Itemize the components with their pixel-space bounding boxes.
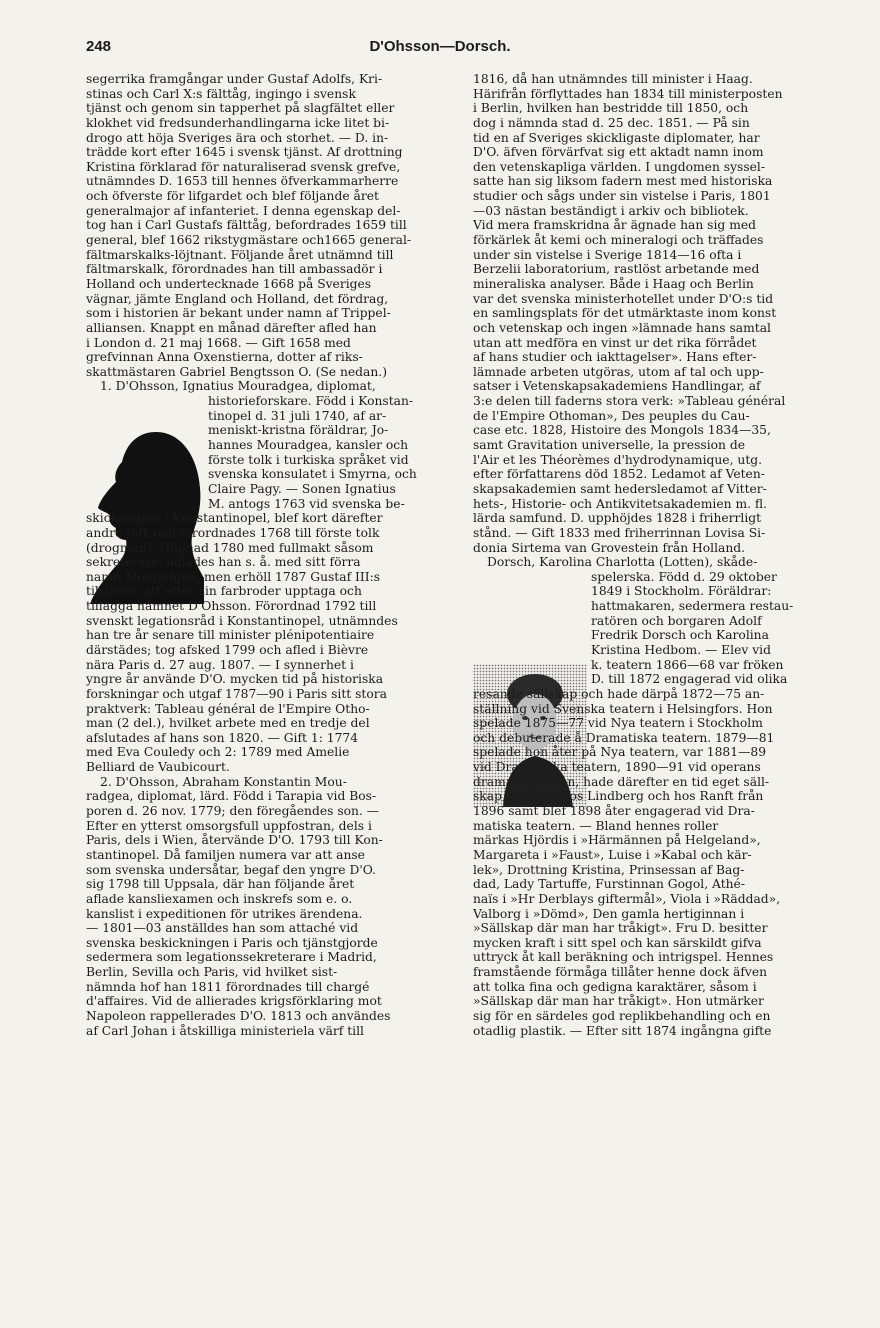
left-column-line: M. antogs 1763 vid svenska be- <box>208 496 405 511</box>
right-column-line: uttryck åt kall beräkning och intrigspel. Hennes <box>473 950 774 965</box>
right-column-line: var det svenska ministerhotellet under D'O:s tid <box>473 291 774 306</box>
right-column-line: utan att medföra en vinst ur det rika förrådet <box>473 335 757 350</box>
left-column-line: alliansen. Knappt en månad därefter afled han <box>86 320 377 335</box>
right-column-line: satser i Vetenskapsakademiens Handlingar, af <box>473 379 761 394</box>
left-column-line: yngre år använde D'O. mycken tid på historiska <box>86 672 384 687</box>
left-column-line: grefvinnan Anna Oxenstierna, dotter af riks- <box>86 350 363 365</box>
right-column-line: resande sällskap och hade därpå 1872—75 an- <box>473 686 765 701</box>
left-column-line: historieforskare. Född i Konstan- <box>208 394 414 409</box>
right-column-line: under sin vistelse i Sverige 1814—16 ofta i <box>473 247 742 262</box>
right-column-line: de l'Empire Othoman», Des peuples du Cau- <box>473 408 750 423</box>
right-column-line: Fredrik Dorsch och Karolina <box>591 628 769 643</box>
left-column-line: afslutades af hans son 1820. — Gift 1: 1774 <box>86 730 359 745</box>
left-column-line: svenska konsulatet i Smyrna, och <box>208 467 417 482</box>
right-column-line: vid Dramatiska teatern, 1890—91 vid operans <box>473 760 761 775</box>
right-column-line: 3:e delen till faderns stora verk: »Tableau général <box>473 394 786 409</box>
left-column-line: vägnar, jämte England och Holland, det fördrag, <box>86 291 389 306</box>
right-column-line: donia Sirtema van Grovestein från Holland. <box>473 540 746 555</box>
left-column-line: 2. D'Ohsson, Abraham Konstantin Mou- <box>100 774 347 789</box>
right-column-line: skap, spelade hos Lindberg och hos Ranft från <box>473 789 764 804</box>
right-column-line: mineraliska analyser. Både i Haag och Berlin <box>473 276 754 291</box>
left-column-line: d'affaires. Vid de allierades krigsförklaring mot <box>86 994 382 1009</box>
right-column-line: Kristina Hedbom. — Elev vid <box>591 642 771 657</box>
right-column-line: Valborg i »Dömd», Den gamla hertiginnan i <box>473 906 745 921</box>
left-column-line: af Carl Johan i åtskilliga ministeriela värf till <box>86 1023 364 1038</box>
left-column-line: Efter en ytterst omsorgsfull uppfostran, dels i <box>86 818 372 833</box>
right-column-line: ställning vid Svenska teatern i Helsingfors. Hon <box>473 701 773 716</box>
left-column-line: stinas och Carl X:s fälttåg, ingingo i svensk <box>86 86 356 101</box>
left-column-line: i London d. 21 maj 1668. — Gift 1658 med <box>86 335 351 350</box>
left-column-line: tjänst och genom sin tapperhet på slagfältet eller <box>86 101 395 116</box>
right-column-line: 1816, då han utnämndes till minister i Haag. <box>473 72 753 86</box>
right-column-line: spelerska. Född d. 29 oktober <box>591 569 777 584</box>
right-column-line: en samlingsplats för det utmärktaste inom konst <box>473 306 777 321</box>
right-column-line: ratören och borgaren Adolf <box>591 613 762 628</box>
right-column-line: samt Gravitation universelle, la pression de <box>473 438 746 453</box>
right-column-line: lärda samfund. D. upphöjdes 1828 i friherrligt <box>473 511 762 526</box>
left-column-line: praktverk: Tableau général de l'Empire Otho- <box>86 701 370 716</box>
right-column <box>473 72 853 1038</box>
right-column-line: otadlig plastik. — Efter sitt 1874 ingångna gifte <box>473 1023 772 1038</box>
left-column-line: skickningen i Konstantinopel, blef kort därefter <box>86 511 383 526</box>
left-column-line: poren d. 26 nov. 1779; den föregåendes son. — <box>86 804 380 819</box>
left-column <box>86 72 466 1038</box>
left-column-line: general, blef 1662 rikstygmästare och1665 general- <box>86 233 412 248</box>
left-column-line: kanslist i expeditionen för utrikes ärendena. <box>86 906 363 921</box>
right-column-line: dad, Lady Tartuffe, Furstinnan Gogol, Athé- <box>473 877 745 892</box>
column-gutter <box>466 72 467 1312</box>
right-column-line: af hans studier och iakttagelser». Hans efter- <box>473 350 757 365</box>
left-column-line: sig 1798 till Uppsala, där han följande året <box>86 877 355 892</box>
left-column-line: man (2 del.), hvilket arbete med en tredje del <box>86 716 370 731</box>
right-column-line: hets-, Historie- och Antikvitetsakademien m. fl. <box>473 496 768 511</box>
right-column-line: »Sällskap där man har tråkigt». Hon utmärker <box>473 994 764 1009</box>
left-column-line: nämnda hof han 1811 förordnades till chargé <box>86 979 370 994</box>
left-column-line: som i historien är bekant under namn af Trippel- <box>86 306 391 321</box>
left-column-line: därstädes; tog afsked 1799 och afled i Bièvre <box>86 642 369 657</box>
left-column-line: sedermera som legationssekreterare i Madrid, <box>86 950 377 965</box>
left-column-line: och öfverste för lifgardet och blef följande året <box>86 189 379 204</box>
left-column-line: Napoleon rappellerades D'O. 1813 och användes <box>86 1009 391 1023</box>
right-column-line: i Berlin, hvilken han bestridde till 1850, och <box>473 101 749 116</box>
left-column-line: stantinopel. Då familjen numera var att anse <box>86 847 365 862</box>
right-column-line: mycken kraft i sitt spel och kan särskildt gifva <box>473 935 762 950</box>
left-column-line: tog han i Carl Gustafs fälttåg, befordrades 1659 till <box>86 218 407 233</box>
right-column-line: hattmakaren, sedermera restau- <box>591 599 794 614</box>
page-number: 248 <box>86 38 112 55</box>
left-column-line: som svenska undersåtar, begaf den yngre D'O. <box>86 862 376 877</box>
left-column-line: forskningar och utgaf 1787—90 i Paris sitt stora <box>86 686 387 701</box>
right-column-line: spelade 1875—77 vid Nya teatern i Stockholm <box>473 716 763 731</box>
left-column-line: (drogman). Hugnad 1780 med fullmakt såsom <box>86 540 374 555</box>
left-column-line: hannes Mouradgea, kansler och <box>208 438 409 453</box>
left-column-line: andre tolk och förordnades 1768 till förste tolk <box>86 525 380 540</box>
left-column-line: radgea, diplomat, lärd. Född i Tarapia vid Bos- <box>86 789 377 804</box>
right-column-line: —03 nästan beständigt i arkiv och bibliotek. <box>473 203 749 218</box>
right-column-line: naïs i »Hr Derblays giftermål», Viola i »Räddad», <box>473 891 781 906</box>
right-column-line: matiska teatern. — Bland hennes roller <box>473 818 719 833</box>
left-column-line: klokhet vid fredsunderhandlingarna icke litet bi- <box>86 115 390 130</box>
left-column-line: utnämndes D. 1653 till hennes öfverkammarherre <box>86 174 399 189</box>
right-column-line: att tolka fina och gedigna karaktärer, såsom i <box>473 979 757 994</box>
right-column-line: märkas Hjördis i »Härmännen på Helgeland», <box>473 833 761 848</box>
left-column-line: meniskt-kristna föräldrar, Jo- <box>208 423 389 438</box>
right-column-line: Härifrån förflyttades han 1834 till ministerposten <box>473 86 783 101</box>
left-column-line: drogo att höja Sveriges ära och storhet. — D. in- <box>86 130 389 145</box>
left-column-line: segerrika framgångar under Gustaf Adolfs, Kri- <box>86 72 383 86</box>
right-column-line: l'Air et les Théorèmes d'hydrodynamique, utg. <box>473 452 763 467</box>
left-column-line: förste tolk i turkiska språket vid <box>208 452 409 467</box>
right-column-line: den vetenskapliga världen. I ungdomen syssel- <box>473 159 766 174</box>
right-column-line: 1849 i Stockholm. Föräldrar: <box>591 584 772 599</box>
right-column-line: efter författarens död 1852. Ledamot af Veten- <box>473 467 765 482</box>
left-column-line: skattmästaren Gabriel Bengtsson O. (Se nedan.) <box>86 364 388 379</box>
left-column-line: tillägga namnet D'Ohsson. Förordnad 1792 till <box>86 599 377 614</box>
left-column-line: fältmarskalk, förordnades han till ambassadör i <box>86 262 383 277</box>
right-column-line: framstående förmåga tillåter henne dock äfven <box>473 965 768 980</box>
left-column-line: tillåtelse att efter sin farbroder upptaga och <box>86 584 362 599</box>
left-column-line: Kristina förklarad för naturaliserad svensk grefve, <box>86 159 401 174</box>
right-column-line: dramatiska scen, hade därefter en tid eget säll- <box>473 774 770 789</box>
left-column-line: svenskt legationsråd i Konstantinopel, utnämndes <box>86 613 398 628</box>
running-head: D'Ohsson—Dorsch. <box>369 38 511 55</box>
right-column-line: Berzelii laboratorium, rastlöst arbetande med <box>473 262 760 277</box>
right-column-line: 1896 samt blef 1898 åter engagerad vid Dra- <box>473 804 755 819</box>
right-column-line: stånd. — Gift 1833 med friherrinnan Lovisa Si- <box>473 525 766 540</box>
right-column-line: sig för en särdeles god replikbehandling och en <box>473 1009 771 1023</box>
left-column-line: generalmajor af infanteriet. I denna egenskap del- <box>86 203 401 218</box>
right-column-line: k. teatern 1866—68 var fröken <box>591 657 784 672</box>
right-column-line: dog i nämnda stad d. 25 dec. 1851. — På sin <box>473 115 750 130</box>
left-column-line: med Eva Couledy och 2: 1789 med Amelie <box>86 745 350 760</box>
right-column-line: förkärlek åt kemi och mineralogi och träffades <box>473 233 764 248</box>
right-column-line: lämnade arbeten utgöras, utom af tal och upp- <box>473 364 764 379</box>
right-column-line: Margareta i »Faust», Luise i »Kabal och kär- <box>473 847 752 862</box>
right-column-line: Vid mera framskridna år ägnade han sig med <box>473 218 757 233</box>
right-column-line: skapsakademien samt hedersledamot af Vitter- <box>473 481 767 496</box>
right-column-line: studier och sågs under sin vistelse i Paris, 1801 <box>473 189 771 204</box>
left-column-line: Holland och undertecknade 1668 på Sveriges <box>86 276 372 291</box>
left-column-line: fältmarskalks-löjtnant. Följande året utnämnd till <box>86 247 394 262</box>
left-column-line: namn Mouradgea, men erhöll 1787 Gustaf III:s <box>86 569 381 584</box>
left-column-line: svenska beskickningen i Paris och tjänstgjorde <box>86 935 378 950</box>
right-column-line: och vetenskap och ingen »lämnade hans samtal <box>473 320 771 335</box>
left-column-line: Belliard de Vaubicourt. <box>86 760 230 775</box>
left-column-line: aflade kansliexamen och inskrefs som e. o. <box>86 891 353 906</box>
right-column-line: spelade hon åter på Nya teatern, var 1881—89 <box>473 745 767 760</box>
right-column-line: Dorsch, Karolina Charlotta (Lotten), skåde- <box>487 555 758 570</box>
right-column-line: lek», Drottning Kristina, Prinsessan af Bag- <box>473 862 745 877</box>
left-column-line: Claire Pagy. — Sonen Ignatius <box>208 481 396 496</box>
right-column-line: »Sällskap där man har tråkigt». Fru D. besitter <box>473 921 768 936</box>
left-column-line: — 1801—03 anställdes han som attaché vid <box>86 921 359 936</box>
left-column-line: nära Paris d. 27 aug. 1807. — I synnerhet i <box>86 657 354 672</box>
left-column-line: tinopel d. 31 juli 1740, af ar- <box>208 408 387 423</box>
right-column-line: satte han sig liksom fadern mest med historiska <box>473 174 773 189</box>
left-column-line: trädde kort efter 1645 i svensk tjänst. Af drottning <box>86 145 403 160</box>
left-column-line: Paris, dels i Wien, återvände D'O. 1793 till Kon- <box>86 833 383 848</box>
left-column-line: sekreterare, adlades han s. å. med sitt förra <box>86 555 361 570</box>
right-column-line: tid en af Sveriges skickligaste diplomater, har <box>473 130 760 145</box>
right-column-line: och debuterade å Dramatiska teatern. 1879—81 <box>473 730 775 745</box>
right-column-line: case etc. 1828, Histoire des Mongols 1834—35, <box>473 423 771 438</box>
left-column-line: han tre år senare till minister plénipotentiaire <box>86 628 375 643</box>
left-column-line: 1. D'Ohsson, Ignatius Mouradgea, diplomat, <box>100 379 376 394</box>
right-column-line: D'O. äfven förvärfvat sig ett aktadt namn inom <box>473 145 764 160</box>
left-column-line: Berlin, Sevilla och Paris, vid hvilket sist- <box>86 965 338 980</box>
right-column-line: D. till 1872 engagerad vid olika <box>591 672 788 687</box>
